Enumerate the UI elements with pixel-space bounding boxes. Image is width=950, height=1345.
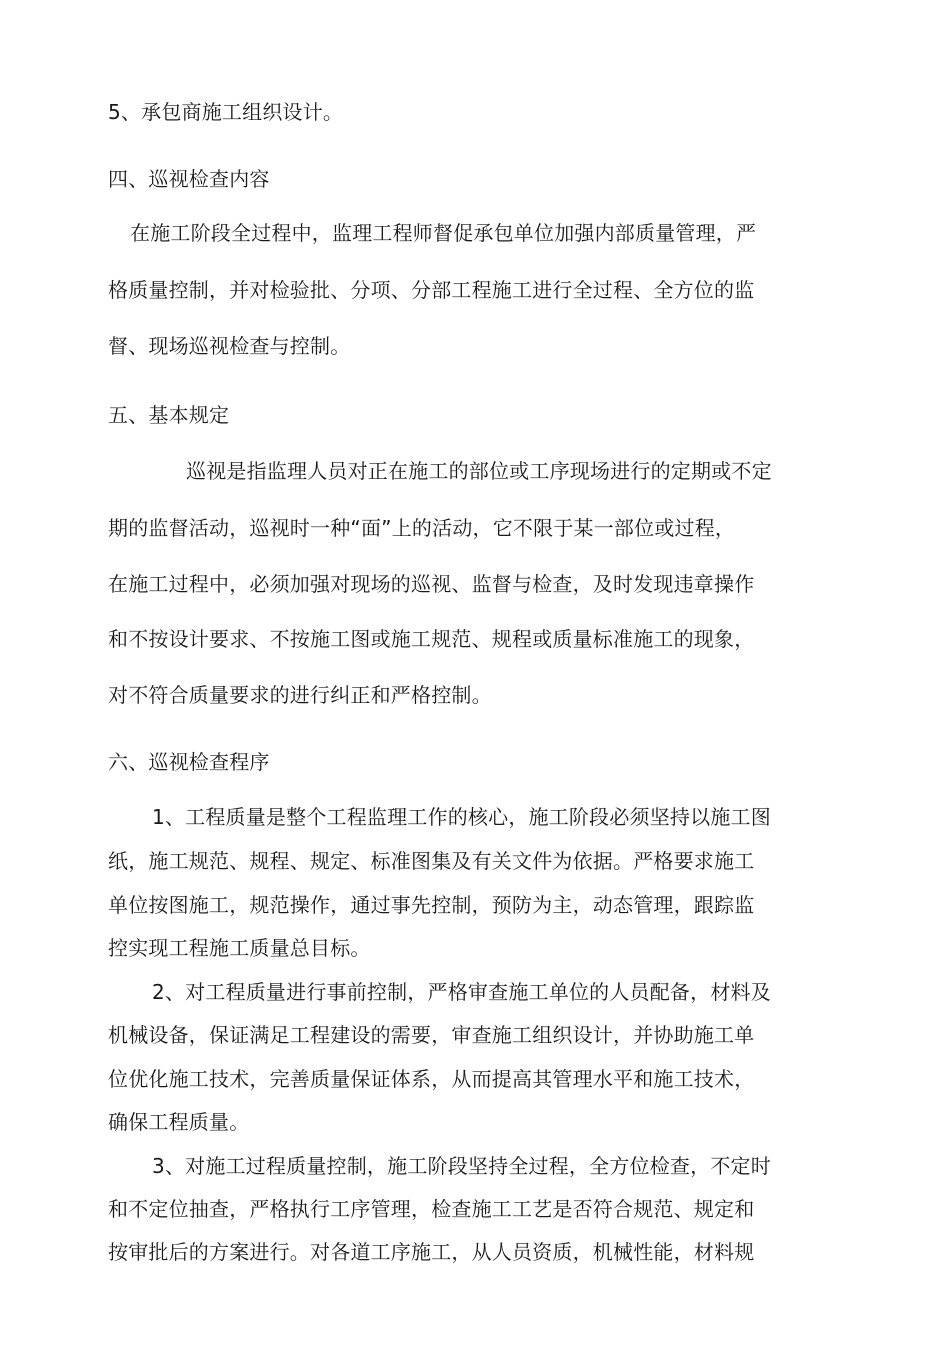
paragraph-line: 在施工阶段全过程中，监理工程师督促承包单位加强内部质量管理，严 bbox=[130, 221, 757, 245]
paragraph-line: 控实现工程施工质量总目标。 bbox=[108, 936, 371, 960]
paragraph-line: 纸，施工规范、规程、规定、标准图集及有关文件为依据。严格要求施工 bbox=[108, 849, 755, 873]
section-heading-5: 五、基本规定 bbox=[108, 403, 230, 427]
paragraph-line: 按审批后的方案进行。对各道工序施工，从人员资质，机械性能，材料规 bbox=[108, 1240, 755, 1264]
paragraph-line: 机械设备，保证满足工程建设的需要，审查施工组织设计，并协助施工单 bbox=[108, 1023, 755, 1047]
list-item-5: 5、承包商施工组织设计。 bbox=[108, 100, 344, 124]
paragraph-line: 单位按图施工，规范操作，通过事先控制，预防为主，动态管理，跟踪监 bbox=[108, 893, 755, 917]
paragraph-line: 对不符合质量要求的进行纠正和严格控制。 bbox=[108, 683, 492, 707]
section-heading-6: 六、巡视检查程序 bbox=[108, 750, 270, 774]
paragraph-line: 2、对工程质量进行事前控制，严格审查施工单位的人员配备，材料及 bbox=[152, 980, 771, 1004]
paragraph-line: 期的监督活动，巡视时一种“面”上的活动，它不限于某一部位或过程， bbox=[108, 516, 736, 540]
paragraph-line: 巡视是指监理人员对正在施工的部位或工序现场进行的定期或不定 bbox=[186, 459, 772, 483]
paragraph-line: 督、现场巡视检查与控制。 bbox=[108, 334, 351, 358]
paragraph-line: 和不定位抽查，严格执行工序管理，检查施工工艺是否符合规范、规定和 bbox=[108, 1197, 755, 1221]
paragraph-line: 1、工程质量是整个工程监理工作的核心，施工阶段必须坚持以施工图 bbox=[152, 805, 771, 829]
paragraph-line: 格质量控制，并对检验批、分项、分部工程施工进行全过程、全方位的监 bbox=[108, 278, 755, 302]
paragraph-line: 和不按设计要求、不按施工图或施工规范、规程或质量标准施工的现象， bbox=[108, 627, 755, 651]
paragraph-line: 在施工过程中，必须加强对现场的巡视、监督与检查，及时发现违章操作 bbox=[108, 572, 755, 596]
section-heading-4: 四、巡视检查内容 bbox=[108, 167, 270, 191]
paragraph-line: 确保工程质量。 bbox=[108, 1110, 250, 1134]
paragraph-line: 位优化施工技术，完善质量保证体系，从而提高其管理水平和施工技术， bbox=[108, 1067, 755, 1091]
paragraph-line: 3、对施工过程质量控制，施工阶段坚持全过程，全方位检查，不定时 bbox=[152, 1154, 771, 1178]
